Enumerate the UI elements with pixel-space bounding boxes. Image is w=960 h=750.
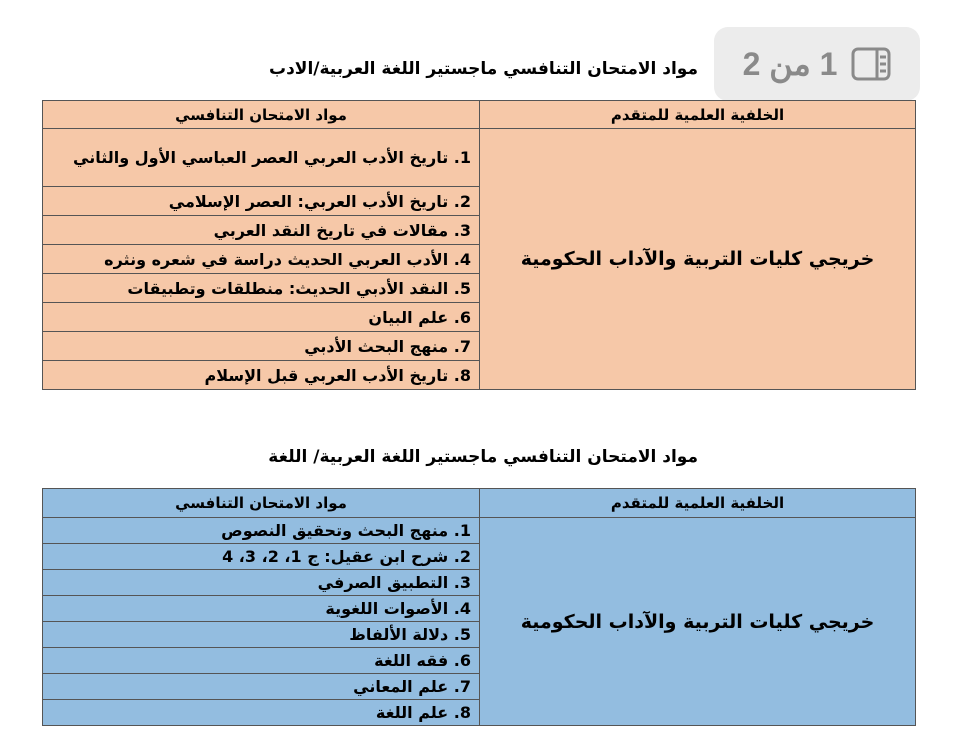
subject-item: 2. شرح ابن عقيل: ج 1، 2، 3، 4 (43, 544, 480, 570)
subject-item: 1. تاريخ الأدب العربي العصر العباسي الأول والثاني (43, 129, 480, 187)
subject-item: 1. منهج البحث وتحقيق النصوص (43, 518, 480, 544)
section1-title: مواد الامتحان التنافسي ماجستير اللغة العربية/الادب (268, 59, 698, 79)
page-layout-icon (851, 47, 891, 81)
subject-item: 3. مقالات في تاريخ النقد العربي (43, 216, 480, 245)
table-row (43, 518, 916, 544)
subject-item: 5. النقد الأدبي الحديث: منطلقات وتطبيقات (43, 274, 480, 303)
subject-item: 5. دلالة الألفاظ (43, 622, 480, 648)
section2-table (42, 488, 916, 726)
header-subjects: مواد الامتحان التنافسي (43, 101, 480, 129)
page-indicator[interactable] (714, 27, 920, 101)
header-subjects: مواد الامتحان التنافسي (43, 489, 480, 518)
header-background: الخلفية العلمية للمتقدم (480, 101, 916, 129)
table-header-row (43, 101, 916, 129)
header-background: الخلفية العلمية للمتقدم (480, 489, 916, 518)
subject-item: 8. علم اللغة (43, 700, 480, 726)
subject-item: 4. الأصوات اللغوية (43, 596, 480, 622)
subject-item: 6. فقه اللغة (43, 648, 480, 674)
background-value: خريجي كليات التربية والآداب الحكومية (480, 518, 916, 726)
table-row (43, 129, 916, 187)
section1-table (42, 100, 916, 390)
table-header-row (43, 489, 916, 518)
subject-item: 7. منهج البحث الأدبي (43, 332, 480, 361)
subject-item: 2. تاريخ الأدب العربي: العصر الإسلامي (43, 187, 480, 216)
subject-item: 4. الأدب العربي الحديث دراسة في شعره ونثره (43, 245, 480, 274)
section2-title: مواد الامتحان التنافسي ماجستير اللغة العربية/ اللغة (268, 447, 698, 467)
subject-item: 3. التطبيق الصرفي (43, 570, 480, 596)
background-value: خريجي كليات التربية والآداب الحكومية (480, 129, 916, 390)
subject-item: 8. تاريخ الأدب العربي قبل الإسلام (43, 361, 480, 390)
subject-item: 7. علم المعاني (43, 674, 480, 700)
page-indicator-text: 1 من 2 (742, 46, 838, 82)
subject-item: 6. علم البيان (43, 303, 480, 332)
